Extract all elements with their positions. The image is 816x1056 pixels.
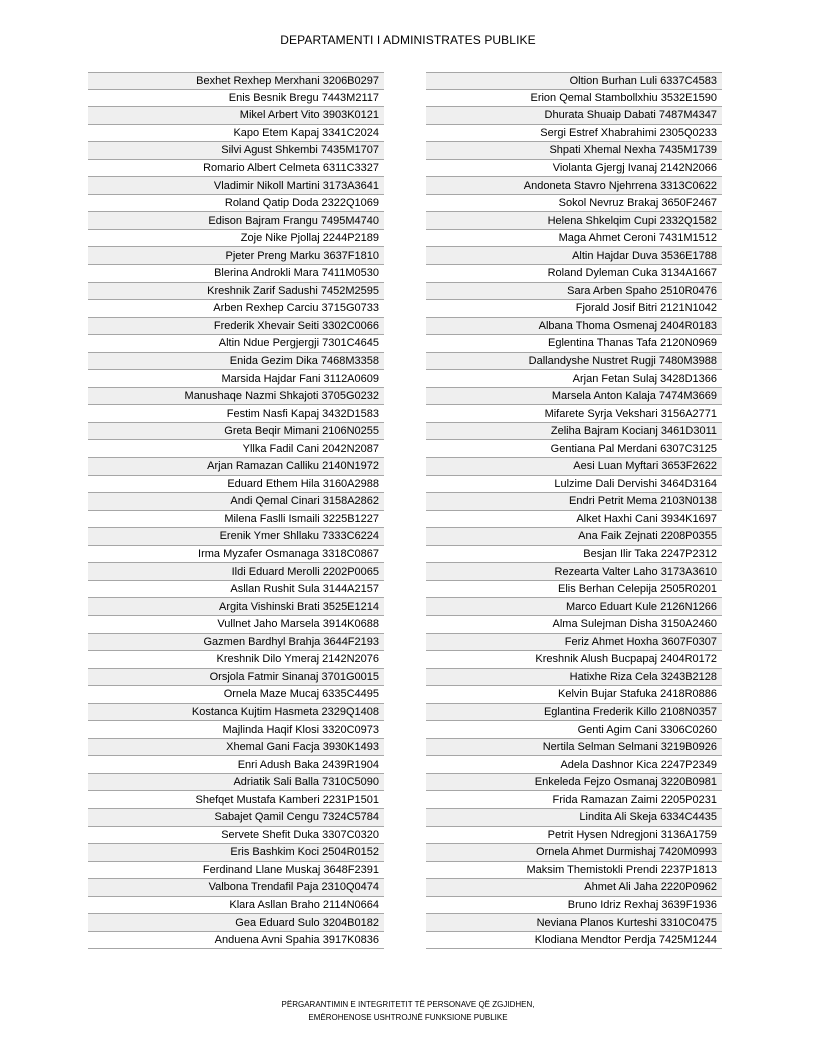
list-item: Kapo Etem Kapaj 3341C2024 [88,125,384,143]
list-item: Arben Rexhep Carciu 3715G0733 [88,300,384,318]
right-name-list [426,72,722,949]
list-item: Aesi Luan Myftari 3653F2622 [426,458,722,476]
list-item: Dallandyshe Nustret Rugji 7480M3988 [426,353,722,371]
list-item: Ildi Eduard Merolli 2202P0065 [88,563,384,581]
list-item: Ahmet Ali Jaha 2220P0962 [426,879,722,897]
list-item: Kreshnik Zarif Sadushi 7452M2595 [88,283,384,301]
list-item: Vullnet Jaho Marsela 3914K0688 [88,616,384,634]
list-item: Sokol Nevruz Brakaj 3650F2467 [426,195,722,213]
list-item: Andoneta Stavro Njehrrena 3313C0622 [426,177,722,195]
list-item: Edison Bajram Frangu 7495M4740 [88,212,384,230]
list-item: Frida Ramazan Zaimi 2205P0231 [426,791,722,809]
list-item: Manushaqe Nazmi Shkajoti 3705G0232 [88,388,384,406]
list-item: Argita Vishinski Brati 3525E1214 [88,598,384,616]
list-item: Genti Agim Cani 3306C0260 [426,721,722,739]
list-item: Anduena Avni Spahia 3917K0836 [88,932,384,950]
list-item: Marsida Hajdar Fani 3112A0609 [88,370,384,388]
list-item: Xhemal Gani Facja 3930K1493 [88,739,384,757]
list-item: Kreshnik Dilo Ymeraj 2142N2076 [88,651,384,669]
list-item: Dhurata Shuaip Dabati 7487M4347 [426,107,722,125]
list-item: Silvi Agust Shkembi 7435M1707 [88,142,384,160]
list-item: Shpati Xhemal Nexha 7435M1739 [426,142,722,160]
list-item: Altin Ndue Pergjergji 7301C4645 [88,335,384,353]
list-item: Altin Hajdar Duva 3536E1788 [426,247,722,265]
list-item: Asllan Rushit Sula 3144A2157 [88,581,384,599]
list-item: Gazmen Bardhyl Brahja 3644F2193 [88,634,384,652]
list-item: Kreshnik Alush Bucpapaj 2404R0172 [426,651,722,669]
list-item: Erenik Ymer Shllaku 7333C6224 [88,528,384,546]
list-item: Roland Dyleman Cuka 3134A1667 [426,265,722,283]
list-item: Klodiana Mendtor Perdja 7425M1244 [426,932,722,950]
list-item: Sabajet Qamil Cengu 7324C5784 [88,809,384,827]
page-title: DEPARTAMENTI I ADMINISTRATES PUBLIKE [280,33,536,47]
list-item: Fjorald Josif Bitri 2121N1042 [426,300,722,318]
list-item: Marsela Anton Kalaja 7474M3669 [426,388,722,406]
footer [0,998,816,1024]
list-item: Mikel Arbert Vito 3903K0121 [88,107,384,125]
footer-line-1: PËRGARANTIMIN E INTEGRITETIT TË PERSONAVE QË ZGJIDHEN, [281,1000,535,1009]
list-item: Festim Nasfi Kapaj 3432D1583 [88,405,384,423]
list-item: Besjan Ilir Taka 2247P2312 [426,546,722,564]
list-item: Elis Berhan Celepija 2505R0201 [426,581,722,599]
list-item: Adriatik Sali Balla 7310C5090 [88,774,384,792]
list-item: Zeliha Bajram Kocianj 3461D3011 [426,423,722,441]
list-item: Romario Albert Celmeta 6311C3327 [88,160,384,178]
list-item: Pjeter Preng Marku 3637F1810 [88,247,384,265]
list-item: Zoje Nike Pjollaj 2244P2189 [88,230,384,248]
list-item: Adela Dashnor Kica 2247P2349 [426,756,722,774]
list-item: Eris Bashkim Koci 2504R0152 [88,844,384,862]
list-item: Sergi Estref Xhabrahimi 2305Q0233 [426,125,722,143]
list-item: Endri Petrit Mema 2103N0138 [426,493,722,511]
list-item: Sara Arben Spaho 2510R0476 [426,283,722,301]
list-item: Kelvin Bujar Stafuka 2418R0886 [426,686,722,704]
list-item: Alma Sulejman Disha 3150A2460 [426,616,722,634]
list-item: Majlinda Haqif Klosi 3320C0973 [88,721,384,739]
list-item: Petrit Hysen Ndregjoni 3136A1759 [426,827,722,845]
list-item: Helena Shkelqim Cupi 2332Q1582 [426,212,722,230]
list-item: Enri Adush Baka 2439R1904 [88,756,384,774]
list-item: Roland Qatip Doda 2322Q1069 [88,195,384,213]
list-item: Oltion Burhan Luli 6337C4583 [426,72,722,90]
list-item: Eglantina Frederik Killo 2108N0357 [426,704,722,722]
list-item: Mifarete Syrja Vekshari 3156A2771 [426,405,722,423]
list-item: Rezearta Valter Laho 3173A3610 [426,563,722,581]
list-item: Blerina Androkli Mara 7411M0530 [88,265,384,283]
list-item: Marco Eduart Kule 2126N1266 [426,598,722,616]
list-item: Arjan Ramazan Calliku 2140N1972 [88,458,384,476]
list-item: Maga Ahmet Ceroni 7431M1512 [426,230,722,248]
list-item: Enida Gezim Dika 7468M3358 [88,353,384,371]
list-item: Bruno Idriz Rexhaj 3639F1936 [426,897,722,915]
list-item: Ornela Maze Mucaj 6335C4495 [88,686,384,704]
list-item: Yllka Fadil Cani 2042N2087 [88,440,384,458]
list-item: Orsjola Fatmir Sinanaj 3701G0015 [88,669,384,687]
list-item: Maksim Themistokli Prendi 2237P1813 [426,862,722,880]
list-item: Andi Qemal Cinari 3158A2862 [88,493,384,511]
list-item: Kostanca Kujtim Hasmeta 2329Q1408 [88,704,384,722]
list-item: Eglentina Thanas Tafa 2120N0969 [426,335,722,353]
list-item: Nertila Selman Selmani 3219B0926 [426,739,722,757]
list-item: Ferdinand Llane Muskaj 3648F2391 [88,862,384,880]
list-item: Greta Beqir Mimani 2106N0255 [88,423,384,441]
list-item: Valbona Trendafil Paja 2310Q0474 [88,879,384,897]
list-item: Alket Haxhi Cani 3934K1697 [426,511,722,529]
list-item: Klara Asllan Braho 2114N0664 [88,897,384,915]
list-item: Gea Eduard Sulo 3204B0182 [88,914,384,932]
footer-line-2: EMËROHENOSE USHTROJNË FUNKSIONE PUBLIKE [308,1013,508,1022]
list-item: Albana Thoma Osmenaj 2404R0183 [426,318,722,336]
list-item: Shefqet Mustafa Kamberi 2231P1501 [88,791,384,809]
list-item: Erion Qemal Stambollxhiu 3532E1590 [426,90,722,108]
list-item: Hatixhe Riza Cela 3243B2128 [426,669,722,687]
list-item: Lindita Ali Skeja 6334C4435 [426,809,722,827]
list-item: Irma Myzafer Osmanaga 3318C0867 [88,546,384,564]
list-item: Enis Besnik Bregu 7443M2117 [88,90,384,108]
list-item: Violanta Gjergj Ivanaj 2142N2066 [426,160,722,178]
list-item: Feriz Ahmet Hoxha 3607F0307 [426,634,722,652]
list-item: Arjan Fetan Sulaj 3428D1366 [426,370,722,388]
list-item: Neviana Planos Kurteshi 3310C0475 [426,914,722,932]
list-item: Servete Shefit Duka 3307C0320 [88,827,384,845]
list-item: Bexhet Rexhep Merxhani 3206B0297 [88,72,384,90]
list-item: Gentiana Pal Merdani 6307C3125 [426,440,722,458]
list-item: Eduard Ethem Hila 3160A2988 [88,476,384,494]
list-item: Ana Faik Zejnati 2208P0355 [426,528,722,546]
list-item: Frederik Xhevair Seiti 3302C0066 [88,318,384,336]
list-item: Enkeleda Fejzo Osmanaj 3220B0981 [426,774,722,792]
left-name-list [88,72,384,949]
list-item: Vladimir Nikoll Martini 3173A3641 [88,177,384,195]
list-item: Ornela Ahmet Durmishaj 7420M0993 [426,844,722,862]
list-item: Milena Faslli Ismaili 3225B1227 [88,511,384,529]
list-item: Lulzime Dali Dervishi 3464D3164 [426,476,722,494]
